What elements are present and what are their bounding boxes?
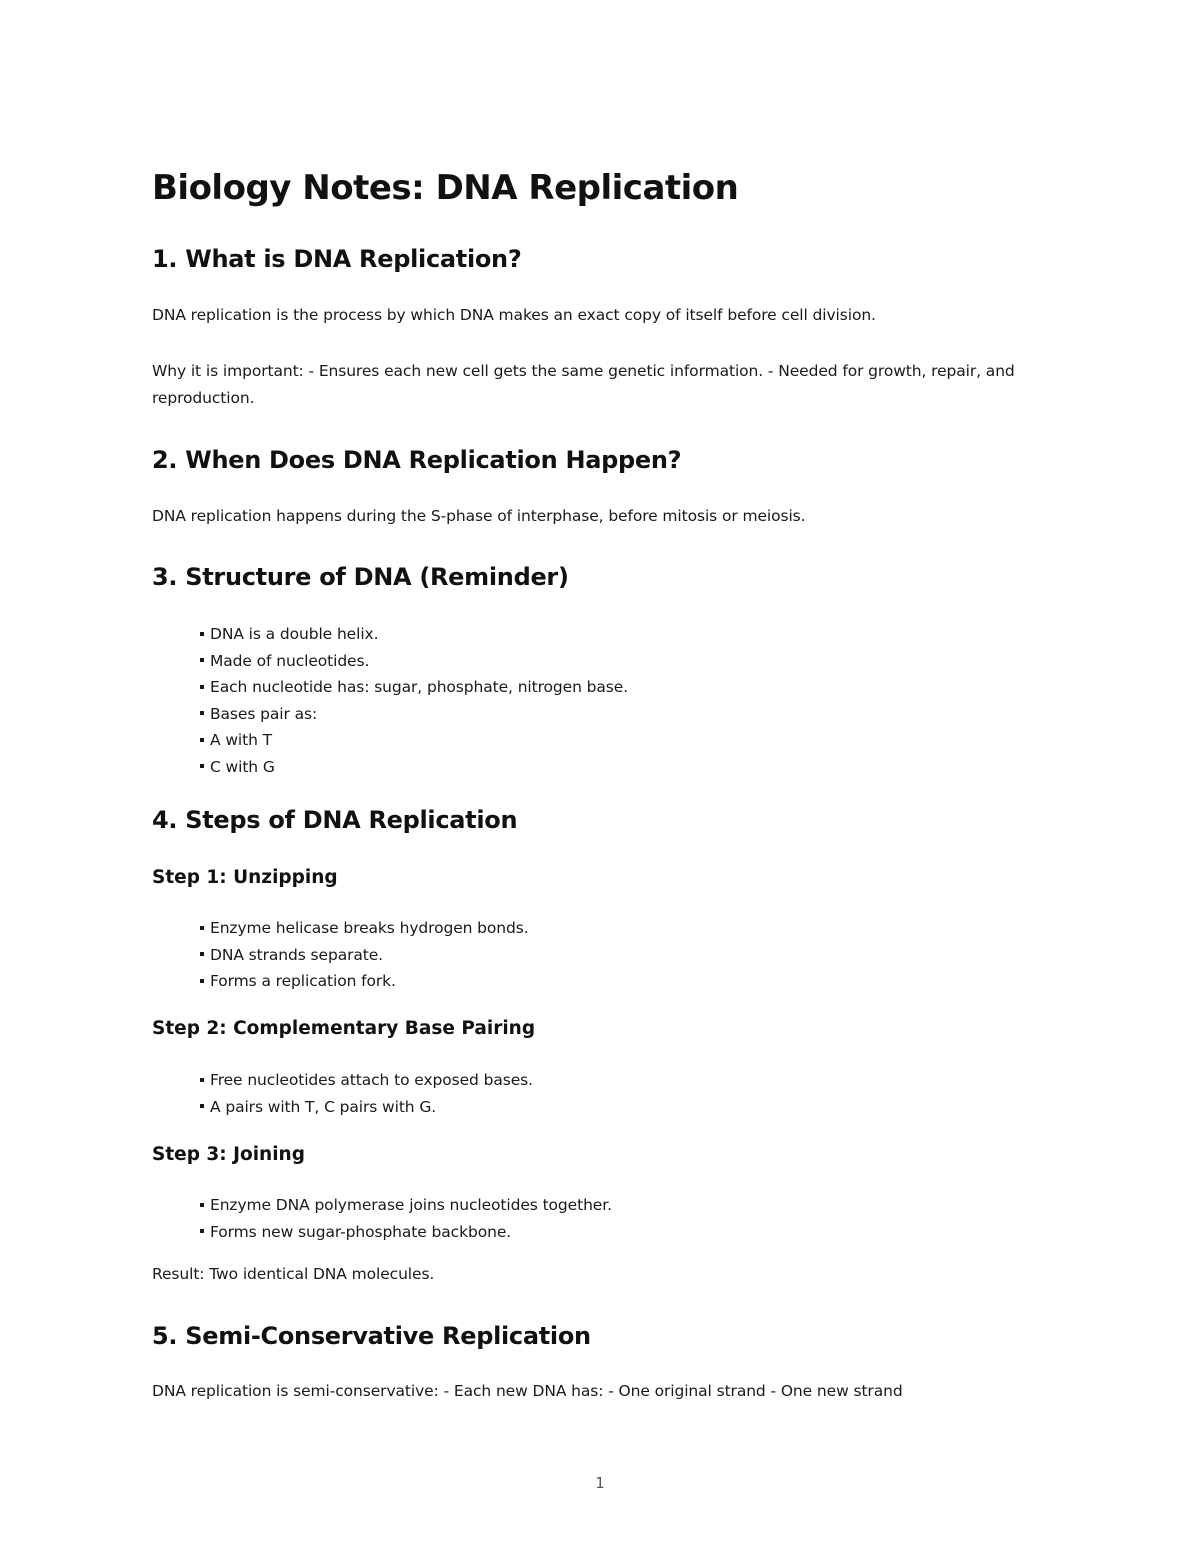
list-item: Enzyme helicase breaks hydrogen bonds. — [200, 915, 529, 942]
section-2-paragraph: DNA replication happens during the S-phase of interphase, before mitosis or meiosis. — [152, 507, 806, 525]
bullet-icon — [200, 1229, 204, 1233]
bullet-icon — [200, 1078, 204, 1082]
bullet-icon — [200, 632, 204, 636]
bullet-icon — [200, 764, 204, 768]
list-item: Made of nucleotides. — [200, 648, 628, 675]
section-5-paragraph: DNA replication is semi-conservative: - Each new DNA has: - One original strand - One new strand — [152, 1382, 903, 1400]
step-1-heading: Step 1: Unzipping — [152, 867, 338, 888]
list-item: DNA is a double helix. — [200, 621, 628, 648]
step-3-heading: Step 3: Joining — [152, 1144, 305, 1165]
bullet-icon — [200, 738, 204, 742]
section-1-paragraph-2: Why it is important: - Ensures each new cell gets the same genetic information. - Needed for growth, repair, and reproduction. — [152, 362, 1015, 407]
list-item: C with G — [200, 754, 628, 781]
page-number: 1 — [595, 1474, 605, 1492]
list-item: Forms a replication fork. — [200, 968, 529, 995]
list-item: Enzyme DNA polymerase joins nucleotides together. — [200, 1192, 612, 1219]
document-title: Biology Notes: DNA Replication — [152, 168, 739, 208]
section-3-heading: 3. Structure of DNA (Reminder) — [152, 563, 569, 591]
bullet-icon — [200, 685, 204, 689]
section-1-paragraph-1: DNA replication is the process by which DNA makes an exact copy of itself before cell division. — [152, 306, 876, 324]
bullet-icon — [200, 1104, 204, 1108]
list-item: Bases pair as: — [200, 701, 628, 728]
section-4-result: Result: Two identical DNA molecules. — [152, 1265, 435, 1283]
section-2-heading: 2. When Does DNA Replication Happen? — [152, 446, 682, 474]
bullet-icon — [200, 926, 204, 930]
bullet-icon — [200, 979, 204, 983]
bullet-icon — [200, 658, 204, 662]
list-item: Forms new sugar-phosphate backbone. — [200, 1219, 612, 1246]
step-3-bullet-list — [200, 1192, 612, 1245]
list-item: DNA strands separate. — [200, 942, 529, 969]
bullet-icon — [200, 1203, 204, 1207]
step-2-heading: Step 2: Complementary Base Pairing — [152, 1018, 536, 1039]
list-item: Free nucleotides attach to exposed bases. — [200, 1067, 533, 1094]
list-item: A pairs with T, C pairs with G. — [200, 1094, 533, 1121]
section-5-heading: 5. Semi-Conservative Replication — [152, 1322, 591, 1350]
step-2-bullet-list — [200, 1067, 533, 1120]
section-4-heading: 4. Steps of DNA Replication — [152, 806, 518, 834]
section-3-bullet-list — [200, 621, 628, 781]
step-1-bullet-list — [200, 915, 529, 995]
list-item: Each nucleotide has: sugar, phosphate, nitrogen base. — [200, 674, 628, 701]
bullet-icon — [200, 711, 204, 715]
section-1-heading: 1. What is DNA Replication? — [152, 245, 522, 273]
list-item: A with T — [200, 727, 628, 754]
bullet-icon — [200, 952, 204, 956]
